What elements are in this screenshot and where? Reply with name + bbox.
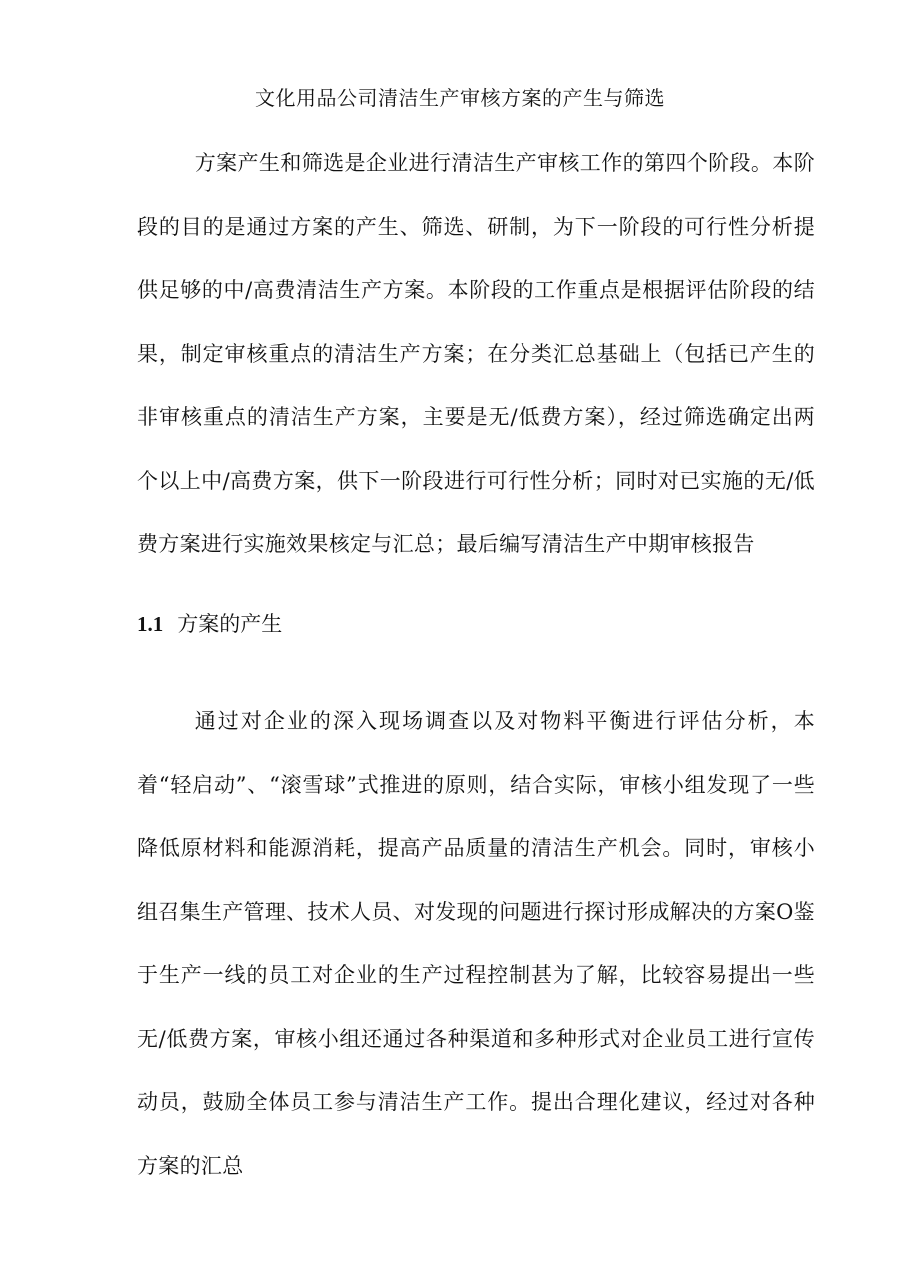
section-title: 方案的产生 bbox=[177, 612, 283, 636]
section-number: 1.1 bbox=[137, 612, 164, 636]
section-heading bbox=[137, 606, 282, 642]
document-title: 文化用品公司清洁生产审核方案的产生与筛选 bbox=[255, 86, 665, 110]
section-paragraph: 通过对企业的深入现场调查以及对物料平衡进行评估分析，本着“轻启动”、“滚雪球”式推进的原则，结合实际，审核小组发现了一些降低原材料和能源消耗，提高产品质量的清洁生产机会。同时，审核小组召集生产管理、技术人员、对发现的问题进行探讨形成解决的方案O鉴于生产一线的员工对企业的生产过程控制甚为了解，比较容易提出一些无/低费方案，审核小组还通过各种渠道和多种形式对企业员工进行宣传动员，鼓励全体员工参与清洁生产工作。提出合理化建议，经过对各种方案的汇总 bbox=[137, 709, 815, 1178]
intro-paragraph: 方案产生和筛选是企业进行清洁生产审核工作的第四个阶段。本阶段的目的是通过方案的产生、筛选、研制，为下一阶段的可行性分析提供足够的中/高费清洁生产方案。本阶段的工作重点是根据评估阶段的结果，制定审核重点的清洁生产方案；在分类汇总基础上（包括已产生的非审核重点的清洁生产方案，主要是无/低费方案），经过筛选确定出两个以上中/高费方案，供下一阶段进行可行性分析；同时对已实施的无/低费方案进行实施效果核定与汇总；最后编写清洁生产中期审核报告 bbox=[137, 151, 815, 556]
